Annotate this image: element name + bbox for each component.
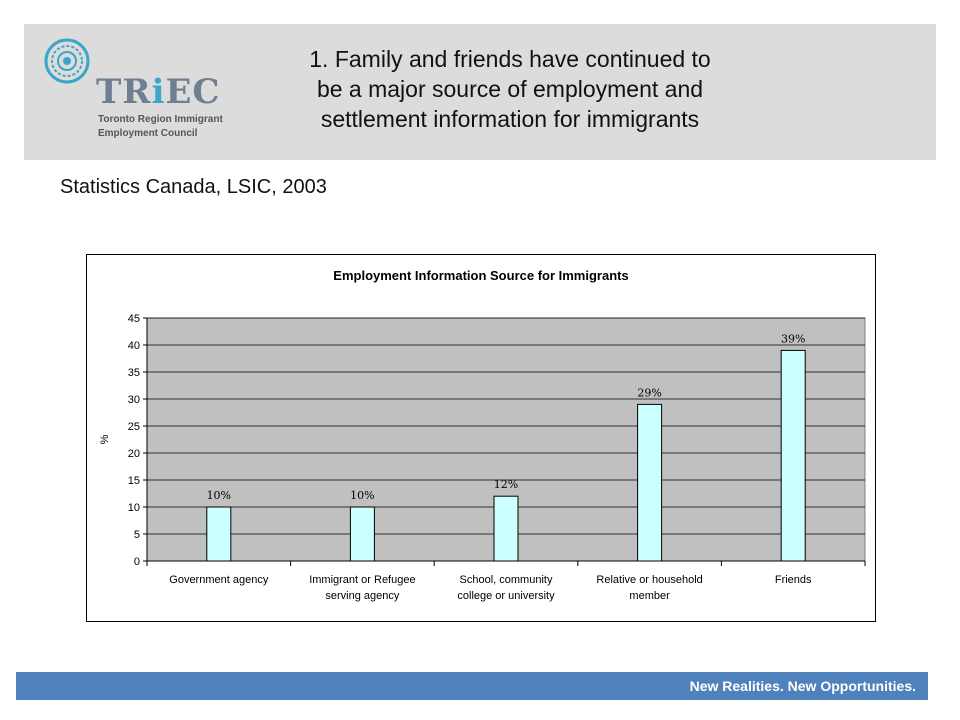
bar xyxy=(781,350,805,561)
data-label: 12% xyxy=(493,478,519,492)
data-label: 10% xyxy=(350,489,375,502)
x-tick-label: Friends xyxy=(774,574,812,586)
y-axis-label: % xyxy=(99,434,111,445)
data-label: 39% xyxy=(780,332,806,346)
triec-emblem-icon xyxy=(44,38,90,84)
footer-bar xyxy=(16,672,928,700)
y-tick-label: 20 xyxy=(127,448,140,460)
y-tick-label: 10 xyxy=(127,502,140,514)
y-tick-label: 30 xyxy=(127,394,140,406)
logo-line-1: Toronto Region Immigrant xyxy=(98,114,223,125)
chart-title: Employment Information Source for Immigrants xyxy=(333,268,629,283)
bar xyxy=(494,496,518,561)
y-tick-label: 25 xyxy=(127,421,140,433)
bar xyxy=(350,507,374,561)
data-label: 10% xyxy=(206,489,232,502)
x-tick-label: School, community xyxy=(459,574,553,586)
x-tick-label: serving agency xyxy=(325,590,400,602)
source-note: Statistics Canada, LSIC, 2003 xyxy=(60,176,327,198)
y-tick-label: 15 xyxy=(127,475,140,487)
y-tick-label: 45 xyxy=(127,313,140,325)
y-tick-label: 40 xyxy=(127,340,140,352)
y-tick-label: 35 xyxy=(127,367,140,379)
bar xyxy=(638,404,662,561)
x-tick-label: Immigrant or Refugee xyxy=(309,574,416,586)
x-tick-label: member xyxy=(629,590,670,602)
y-tick-label: 5 xyxy=(133,529,140,541)
bar xyxy=(207,507,231,561)
slide-title: 1. Family and friends have continued to be a major source of employment and settlement information for immigrants xyxy=(309,46,711,132)
x-tick-label: Relative or household xyxy=(596,574,703,586)
x-tick-label: college or university xyxy=(457,590,555,602)
data-label: 29% xyxy=(637,386,662,400)
logo-line-2: Employment Council xyxy=(98,128,198,139)
x-tick-label: Government agency xyxy=(169,574,269,586)
y-tick-label: 0 xyxy=(133,556,140,568)
bar-chart xyxy=(86,254,876,622)
footer-tagline: New Realities. New Opportunities. xyxy=(689,678,916,694)
logo-wordmark: TRiEC xyxy=(96,72,221,112)
